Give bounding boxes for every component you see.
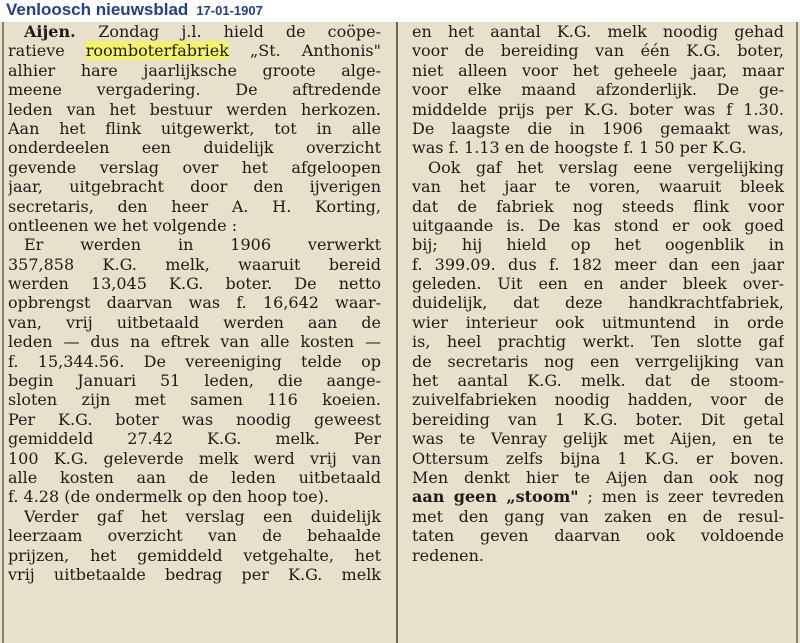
article-line xyxy=(8,177,381,196)
newspaper-clipping xyxy=(0,22,800,643)
line-text: van, vrij uitbetaald werden aan de xyxy=(8,312,381,332)
column-divider xyxy=(396,22,398,643)
line-text: f. 4.28 (de ondermelk op den hoop toe). xyxy=(8,487,329,507)
article-line xyxy=(8,235,381,254)
line-text: met den gang van zaken en de resul- xyxy=(412,506,784,526)
article-line xyxy=(412,119,784,138)
article-line xyxy=(8,197,381,216)
line-text: f. 15,344.56. De vereeniging telde op xyxy=(8,351,381,371)
article-line xyxy=(412,371,784,390)
line-text: ontleenen we het volgende : xyxy=(8,215,238,235)
line-text: dat de fabriek nog steeds flink voor xyxy=(412,196,784,216)
line-text: was f. 1.13 en de hoogste f. 1 50 per K.G. xyxy=(412,138,747,158)
article-line xyxy=(8,468,381,487)
article-left-column xyxy=(8,22,381,643)
line-text: begin Januari 51 leden, die aange- xyxy=(8,371,381,391)
line-text: werden 13,045 K.G. boter. De netto xyxy=(8,274,381,294)
article-line xyxy=(8,100,381,119)
line-text: van het jaar te voren, waaruit bleek xyxy=(412,177,784,197)
publication-date: 17-01-1907 xyxy=(196,3,263,18)
line-text: ratieve xyxy=(8,41,86,61)
line-text: 100 K.G. geleverde melk werd vrij van xyxy=(8,448,381,468)
line-text: alle kosten aan de leden uitbetaald xyxy=(8,467,381,487)
highlighted-term: roomboterfabriek xyxy=(85,41,229,61)
line-text: het aantal K.G. melk. dat de stoom- xyxy=(412,371,784,391)
line-text: gemiddeld 27.42 K.G. melk. Per xyxy=(8,429,381,449)
line-text: Zondag j.l. hield de coöpe- xyxy=(98,22,381,41)
line-text: 357,858 K.G. melk, waaruit bereid xyxy=(8,254,381,274)
article-line xyxy=(412,255,784,274)
line-text: is, heel prachtig werkt. Ten slotte gaf xyxy=(412,332,784,352)
line-text: meene vergadering. De aftredende xyxy=(8,80,381,100)
line-text: niet alleen voor het geheele jaar, maar xyxy=(412,60,784,80)
article-line xyxy=(412,390,784,409)
article-line xyxy=(8,390,381,409)
line-text: Ottersum zelfs bijna 1 K.G. er boven. xyxy=(412,448,784,468)
article-line xyxy=(412,313,784,332)
article-line xyxy=(8,80,381,99)
article-line xyxy=(8,22,381,41)
article-line xyxy=(8,255,381,274)
article-line xyxy=(412,100,784,119)
newspaper-title: Venloosch nieuwsblad xyxy=(6,0,189,19)
article-line xyxy=(8,449,381,468)
article-line xyxy=(412,177,784,196)
line-text: Verder gaf het verslag een duidelijk xyxy=(24,506,381,526)
article-line xyxy=(8,41,381,60)
article-line xyxy=(8,293,381,312)
article-line xyxy=(412,487,784,506)
line-text: de secretaris nog een verrgelijking van xyxy=(412,351,784,371)
clipping-right-edge xyxy=(796,22,798,643)
line-text: Men denkt hier te Aijen dan ook nog xyxy=(412,467,784,487)
article-line xyxy=(412,138,784,157)
line-text: Ook gaf het verslag eene vergelijking xyxy=(428,157,784,177)
article-line xyxy=(8,216,381,235)
line-text: Er werden in 1906 verwerkt xyxy=(24,235,381,255)
clipping-header xyxy=(6,0,263,22)
line-text: sloten zijn met samen 116 koeien. xyxy=(8,390,381,410)
article-line xyxy=(8,429,381,448)
article-line xyxy=(8,487,381,506)
article-line xyxy=(412,293,784,312)
line-text: vrij uitbetaalde bedrag per K.G. melk xyxy=(8,564,381,584)
article-line xyxy=(8,274,381,293)
line-text: jaar, uitgebracht door den ijverigen xyxy=(8,177,381,197)
article-line xyxy=(8,61,381,80)
article-line xyxy=(412,22,784,41)
line-text: bij; hij hield op het oogenblik in xyxy=(412,235,784,255)
line-text: redenen. xyxy=(412,545,484,565)
line-text: leden — dus na eftrek van alle kosten — xyxy=(8,332,381,352)
article-line xyxy=(412,61,784,80)
line-text: voor de bereiding van één K.G. boter, xyxy=(412,41,784,61)
line-text: geleden. Uit een en ander bleek over- xyxy=(412,274,784,294)
line-text: onderdeelen een duidelijk overzicht xyxy=(8,138,381,158)
article-line xyxy=(8,138,381,157)
line-text: gevende verslag over het afgeloopen xyxy=(8,157,381,177)
line-text: bereiding van 1 K.G. boter. Dit getal xyxy=(412,409,784,429)
article-right-column xyxy=(412,22,784,643)
article-line xyxy=(412,449,784,468)
line-text: f. 399.09. dus f. 182 meer dan een jaar xyxy=(412,254,784,274)
article-line xyxy=(412,429,784,448)
article-line xyxy=(412,526,784,545)
article-line xyxy=(8,526,381,545)
article-line xyxy=(8,546,381,565)
line-text: duidelijk, dat deze handkrachtfabriek, xyxy=(412,293,784,313)
line-text: Aan het flink uitgewerkt, tot in alle xyxy=(8,118,381,138)
line-text: voor elke maand afzonderlijk. De ge- xyxy=(412,80,784,100)
article-line xyxy=(412,158,784,177)
article-line xyxy=(412,332,784,351)
emphasized-phrase: aan geen „stoom" xyxy=(412,487,579,507)
article-line xyxy=(412,410,784,429)
line-text: uitgaande is. De kas stond er ook goed xyxy=(412,215,784,235)
article-line xyxy=(412,546,784,565)
line-text: opbrengst daarvan was f. 16,642 waar- xyxy=(8,293,381,313)
line-text: alhier hare jaarlijksche groote alge- xyxy=(8,60,381,80)
article-line xyxy=(412,507,784,526)
line-text: De laagste die in 1906 gemaakt was, xyxy=(412,118,784,138)
article-line xyxy=(8,158,381,177)
article-line xyxy=(8,313,381,332)
line-text: wier interieur ook uitmuntend in orde xyxy=(412,312,784,332)
line-text: prijzen, het gemiddeld vetgehalte, het xyxy=(8,545,381,565)
article-line xyxy=(8,507,381,526)
line-text: was te Venray gelijk met Aijen, en te xyxy=(412,429,784,449)
line-text: en het aantal K.G. melk noodig gehad xyxy=(412,22,784,41)
article-line xyxy=(412,197,784,216)
line-text: secretaris, den heer A. H. Korting, xyxy=(8,196,381,216)
article-line xyxy=(412,274,784,293)
dateline-town: Aijen. xyxy=(24,22,99,41)
line-text: leden van het bestuur werden herkozen. xyxy=(8,99,381,119)
line-text: ; men is zeer tevreden xyxy=(578,487,784,507)
article-line xyxy=(8,371,381,390)
article-line xyxy=(8,352,381,371)
article-line xyxy=(412,352,784,371)
article-line xyxy=(412,468,784,487)
line-text: „St. Anthonis" xyxy=(228,41,381,61)
article-line xyxy=(412,41,784,60)
line-text: zuivelfabrieken noodig hadden, voor de xyxy=(412,390,784,410)
article-line xyxy=(8,410,381,429)
article-line xyxy=(412,216,784,235)
article-line xyxy=(412,235,784,254)
article-line xyxy=(8,565,381,584)
clipping-left-edge xyxy=(2,22,4,643)
article-line xyxy=(412,80,784,99)
line-text: Per K.G. boter was noodig geweest xyxy=(8,409,381,429)
line-text: middelde prijs per K.G. boter was f 1.30. xyxy=(412,99,784,119)
article-line xyxy=(8,332,381,351)
line-text: taten geven daarvan ook voldoende xyxy=(412,526,784,546)
line-text: leerzaam overzicht van de behaalde xyxy=(8,526,381,546)
article-line xyxy=(8,119,381,138)
